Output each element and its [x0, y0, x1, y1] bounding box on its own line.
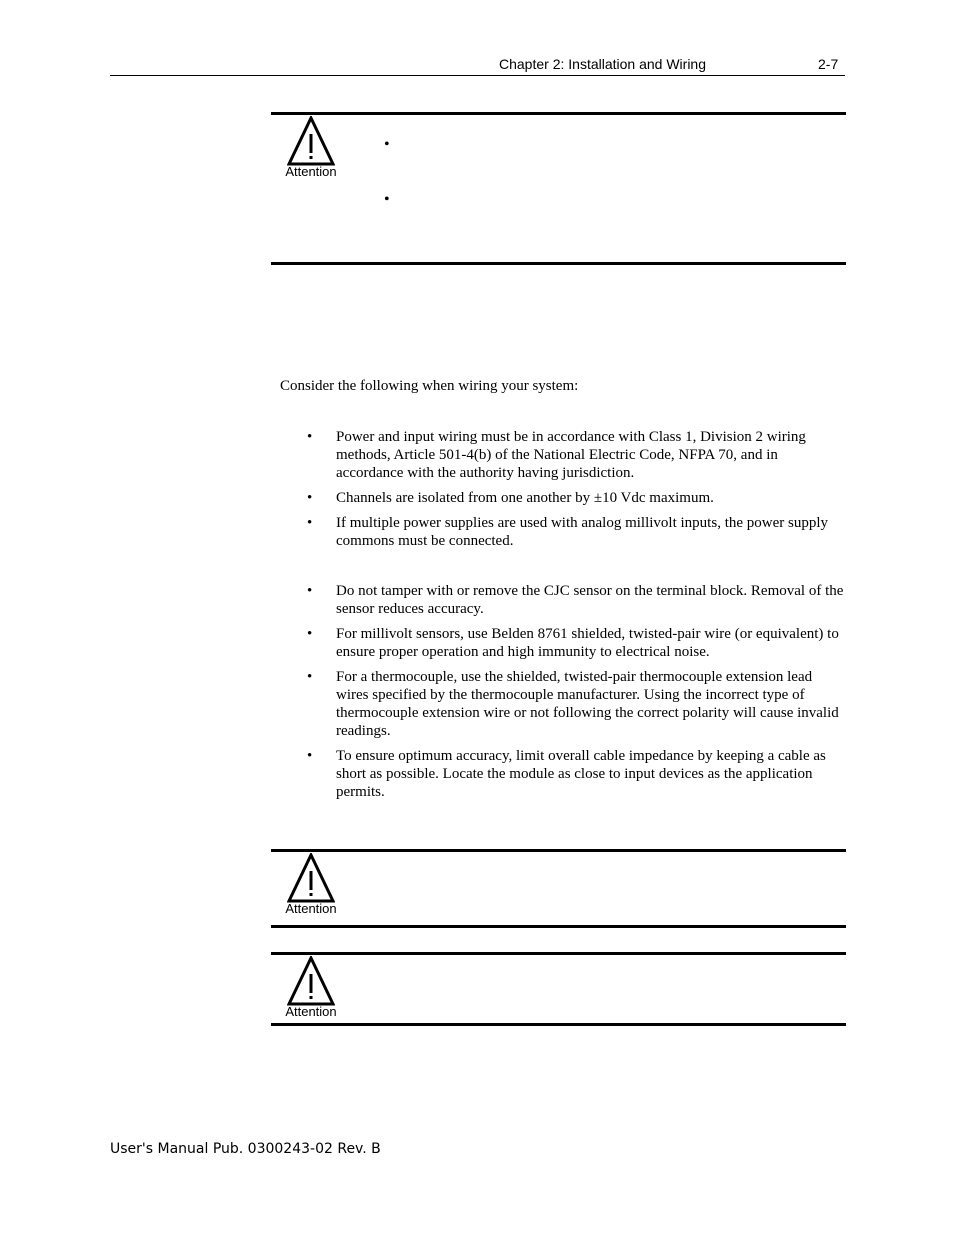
footer-publication: User's Manual Pub. 0300243-02 Rev. B	[110, 1141, 381, 1157]
bullet: •	[307, 748, 313, 764]
notice-bullet: •	[384, 191, 390, 208]
bullet: •	[307, 583, 313, 599]
wiring-guidelines-list	[307, 428, 847, 557]
attention-notice-2	[271, 849, 846, 928]
attention-label: Attention	[285, 164, 337, 179]
list-item-text: Power and input wiring must be in accordance with Class 1, Division 2 wiring methods, Article 501-4(b) of the National Electric Code, NFPA 70, and in accordance with the authority having jurisdiction.	[336, 429, 806, 481]
page-number: 2-7	[818, 56, 839, 72]
list-item	[307, 428, 847, 482]
attention-notice-1	[271, 112, 846, 265]
bullet: •	[307, 490, 313, 506]
list-item	[307, 668, 847, 740]
warning-triangle-icon	[287, 116, 335, 166]
attention-label: Attention	[285, 1004, 337, 1019]
bullet: •	[307, 626, 313, 642]
intro-text: Consider the following when wiring your system:	[280, 378, 579, 394]
bullet: •	[307, 429, 313, 445]
list-item	[307, 514, 847, 550]
notice-bullet: •	[384, 136, 390, 153]
attention-notice-3	[271, 952, 846, 1026]
list-item-text: Channels are isolated from one another by ±10 Vdc maximum.	[336, 490, 714, 506]
bullet: •	[307, 515, 313, 531]
list-item-text: Do not tamper with or remove the CJC sensor on the terminal block. Removal of the sensor reduces accuracy.	[336, 583, 844, 617]
warning-triangle-icon	[287, 956, 335, 1006]
list-item	[307, 625, 847, 661]
list-item-text: For a thermocouple, use the shielded, twisted-pair thermocouple extension lead wires specified by the thermocouple manufacturer. Using the incorrect type of thermocouple extension wire or not following the correct polarity will cause invalid readings.	[336, 669, 839, 739]
list-item-text: If multiple power supplies are used with analog millivolt inputs, the power supply commons must be connected.	[336, 515, 829, 549]
bullet: •	[307, 669, 313, 685]
attention-badge	[281, 956, 341, 1019]
warning-triangle-icon	[287, 853, 335, 903]
attention-badge	[281, 116, 341, 179]
list-item	[307, 582, 847, 618]
attention-label: Attention	[285, 901, 337, 916]
list-item-text: To ensure optimum accuracy, limit overall cable impedance by keeping a cable as short as possible. Locate the module as close to input devices as the application permits.	[336, 748, 826, 800]
list-item-text: For millivolt sensors, use Belden 8761 shielded, twisted-pair wire (or equivalent) to ensure proper operation and high immunity to electrical noise.	[336, 626, 839, 660]
attention-badge	[281, 853, 341, 916]
list-item	[307, 489, 847, 507]
list-item	[307, 747, 847, 801]
chapter-title: Chapter 2: Installation and Wiring	[499, 56, 706, 72]
sensor-guidelines-list	[307, 582, 847, 808]
header-divider	[110, 75, 845, 76]
